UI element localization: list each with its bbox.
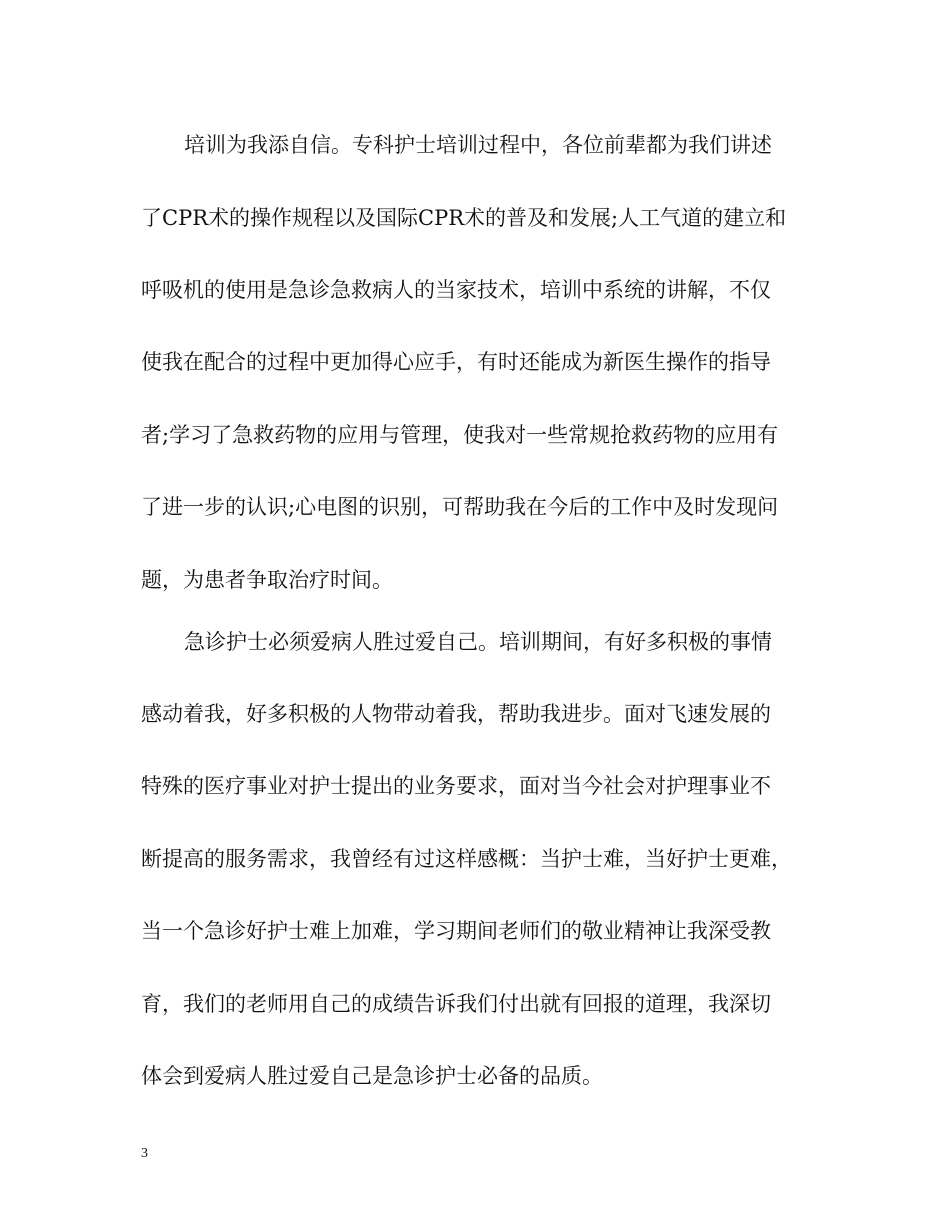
paragraph-1-line-5: 者;学习了急救药物的应用与管理，使我对一些常规抢救药物的应用有 [141,423,779,447]
paragraph-2-line-7: 体会到爱病人胜过爱自己是急诊护士必备的品质。 [141,1064,603,1088]
paragraph-2-line-3: 特殊的医疗事业对护士提出的业务要求，面对当今社会对护理事业不 [141,774,771,798]
paragraph-2-line-5: 当一个急诊好护士难上加难，学习期间老师们的敬业精神让我深受教 [141,919,771,943]
paragraph-1-line-3: 呼吸机的使用是急诊急救病人的当家技术，培训中系统的讲解，不仅 [141,278,771,302]
paragraph-1-line-6: 了进一步的认识;心电图的识别，可帮助我在今后的工作中及时发现问 [141,495,779,519]
page-number: 3 [141,1146,148,1161]
paragraph-2-line-6: 育，我们的老师用自己的成绩告诉我们付出就有回报的道理，我深切 [141,992,771,1016]
paragraph-2-line-4: 断提高的服务需求，我曾经有过这样感概：当护士难，当好护士更难， [141,847,792,871]
paragraph-2-line-1: 急诊护士必须爱病人胜过爱自己。培训期间，有好多积极的事情 [184,630,772,654]
paragraph-1-line-7: 题，为患者争取治疗时间。 [141,568,393,592]
paragraph-2-line-2: 感动着我，好多积极的人物带动着我，帮助我进步。面对飞速发展的 [141,702,771,726]
paragraph-1-line-4: 使我在配合的过程中更加得心应手，有时还能成为新医生操作的指导 [141,350,771,374]
paragraph-1-line-2: 了CPR术的操作规程以及国际CPR术的普及和发展;人工气道的建立和 [141,206,787,230]
paragraph-1-line-1: 培训为我添自信。专科护士培训过程中，各位前辈都为我们讲述 [184,133,772,157]
